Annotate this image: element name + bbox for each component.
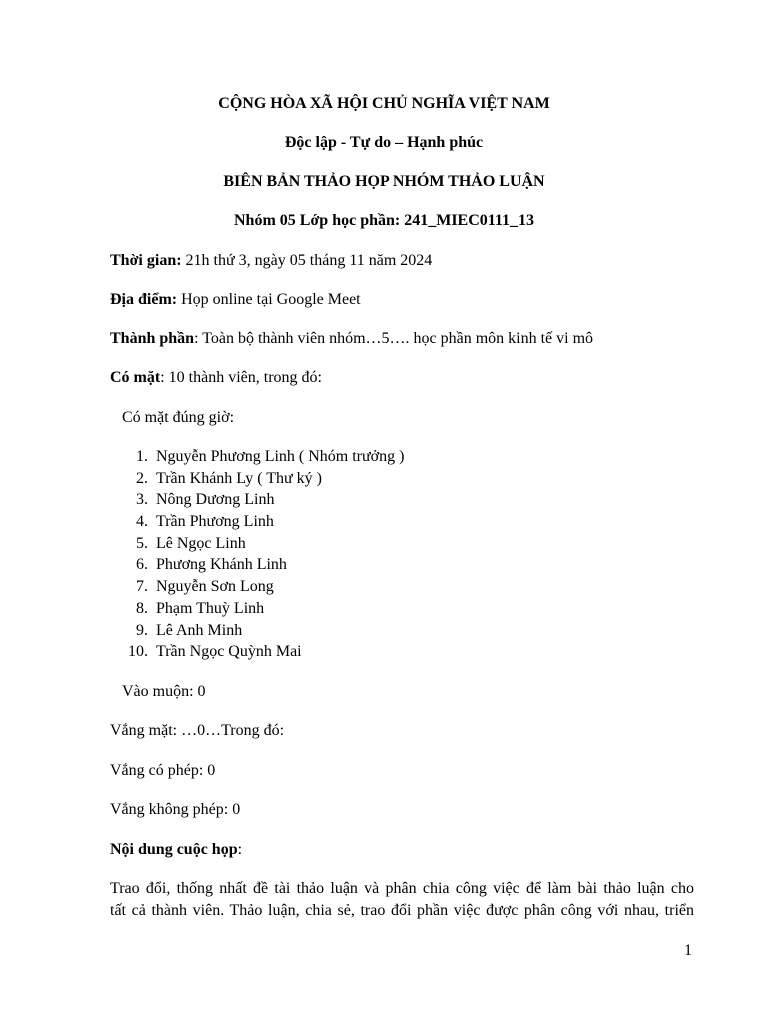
list-item [0,555,768,577]
list-number: 10. [128,643,148,661]
document-title: BIÊN BẢN THẢO HỌP NHÓM THẢO LUẬN [223,173,545,190]
composition-label: Thành phần [110,330,195,347]
list-number: 9. [136,621,148,639]
list-item [0,599,768,621]
page-number: 1 [684,942,692,959]
on-time-label: Có mặt đúng giờ: [122,409,235,426]
list-number: 3. [136,491,148,509]
list-item [0,490,768,512]
place-row [110,290,361,310]
absent-count: Vắng mặt: …0…Trong đó: [110,722,285,739]
member-name: Phương Khánh Linh [156,556,287,574]
member-name: Trần Khánh Ly ( Thư ký ) [156,469,322,487]
motto: Độc lập - Tự do – Hạnh phúc [284,134,484,151]
list-item [0,469,768,491]
member-name: Trần Phương Linh [156,513,274,531]
group-line: Nhóm 05 Lớp học phần: 241_MIEC0111_13 [233,212,535,229]
present-row [110,368,322,388]
content-heading-suffix: : [237,841,243,858]
list-item [0,642,768,664]
time-label: Thời gian: [110,252,182,269]
list-number: 4. [136,513,148,531]
late-count: Vào muộn: 0 [122,683,206,700]
content-paragraph [110,878,694,922]
list-number: 6. [136,556,148,574]
list-item [0,447,768,469]
composition-row [110,329,593,349]
place-label: Địa điểm: [110,291,178,308]
content-heading-row [110,840,242,860]
member-name: Nguyễn Phương Linh ( Nhóm trưởng ) [156,448,405,465]
list-number: 7. [136,578,148,596]
list-item [0,534,768,556]
member-name: Nông Dương Linh [156,491,275,509]
place-value: Họp online tại Google Meet [177,291,361,308]
present-value: : 10 thành viên, trong đó: [160,369,322,386]
content-heading: Nội dung cuộc họp [110,841,238,858]
list-number: 1. [136,448,148,465]
time-row [110,251,432,271]
list-number: 2. [136,469,148,487]
present-label: Có mặt [110,369,161,386]
time-value: 21h thứ 3, ngày 05 tháng 11 năm 2024 [181,252,433,269]
member-name: Lê Ngọc Linh [156,534,246,552]
member-name: Nguyễn Sơn Long [156,578,274,596]
list-number: 5. [136,534,148,552]
member-list [0,447,768,664]
absent-unexcused-count: Vắng không phép: 0 [110,801,241,818]
member-name: Trần Ngọc Quỳnh Mai [156,643,302,661]
composition-value: : Toàn bộ thành viên nhóm…5…. học phần môn kinh tế vi mô [194,330,594,347]
member-name: Lê Anh Minh [156,621,243,639]
national-title: CỘNG HÒA XÃ HỘI CHỦ NGHĨA VIỆT NAM [218,95,550,112]
absent-excused-count: Vắng có phép: 0 [110,762,216,779]
paragraph-line: tất cả thành viên. Thảo luận, chia sẻ, trao đổi phần việc được phân công với nhau, triển [110,901,694,919]
list-item [0,621,768,643]
list-number: 8. [136,599,148,617]
list-item [0,577,768,599]
member-name: Phạm Thuỳ Linh [156,599,265,617]
list-item [0,512,768,534]
paragraph-line: Trao đổi, thống nhất đề tài thảo luận và phân chia công việc để làm bài thảo luận cho [110,880,694,897]
